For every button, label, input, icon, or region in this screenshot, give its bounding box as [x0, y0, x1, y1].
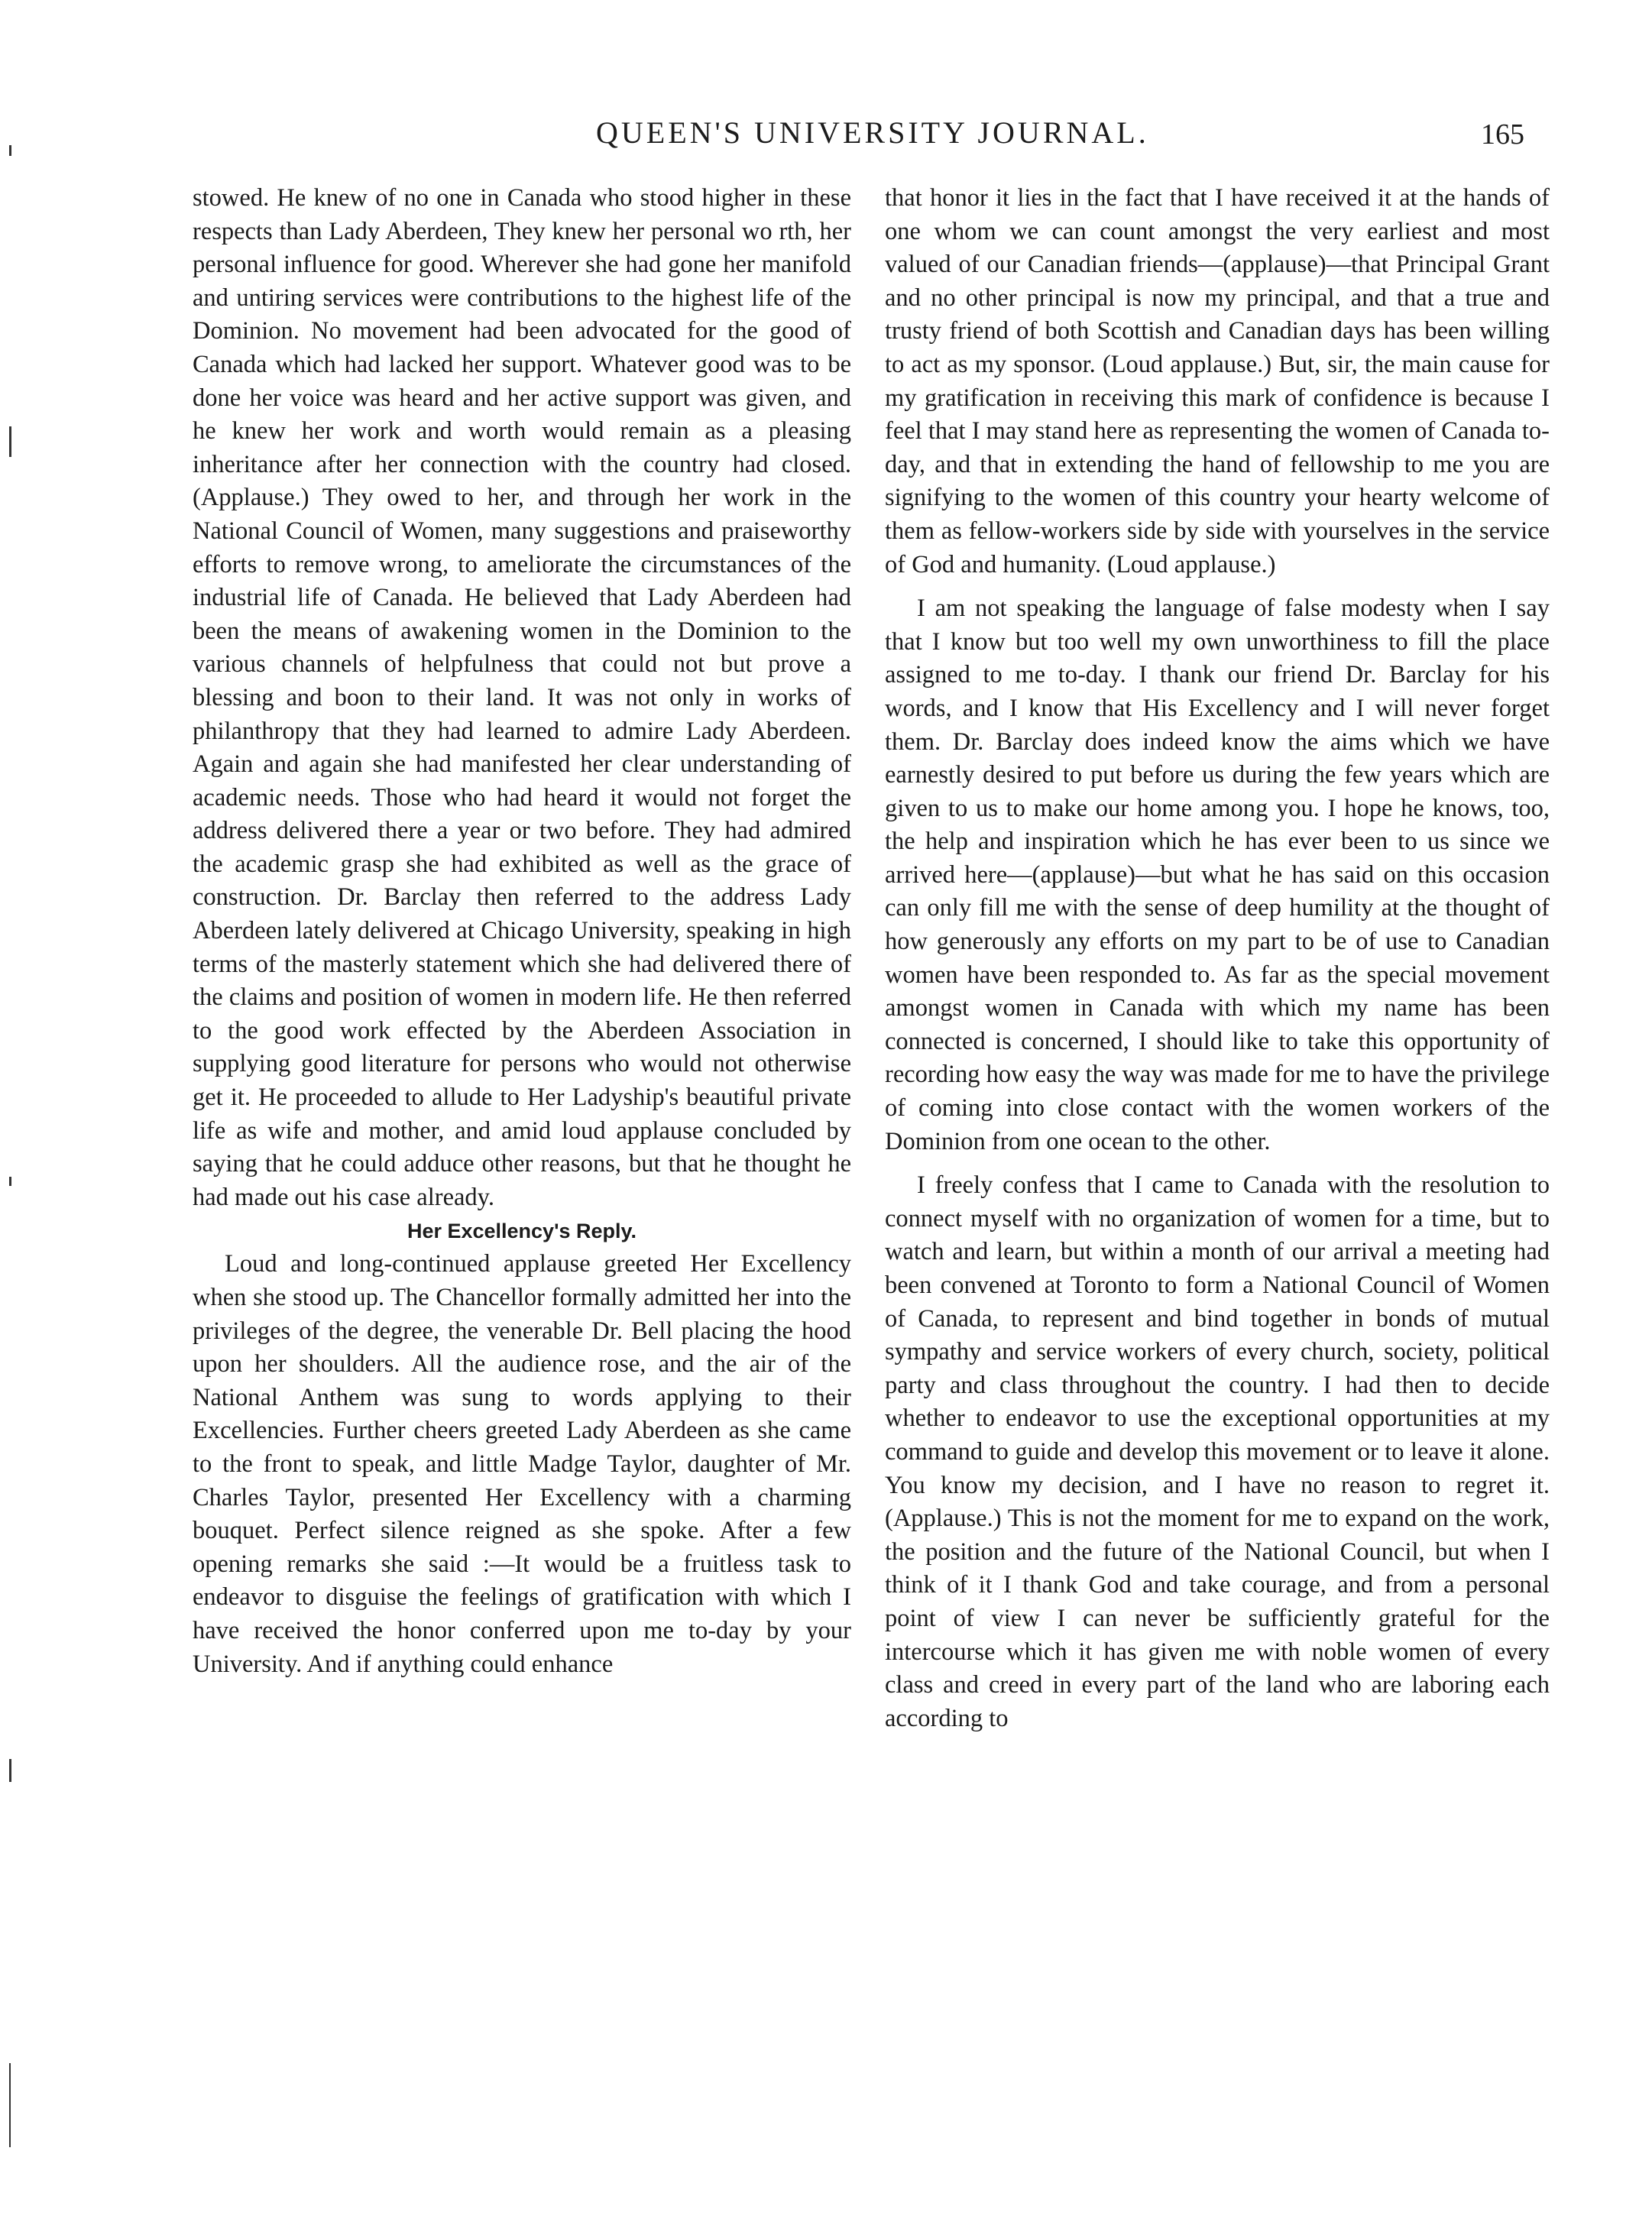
body-paragraph: I am not speaking the language of false modesty when I say that I know but too well my own unworthiness to fill the place assigned to me to-day. I thank our friend Dr. Barclay for his words, and I know that His Excellency and I will never forget them. Dr. Barclay does indeed know the aims which we have earnestly desired to put before us during the few years which are given to us to make our home among you. I hope he knows, too, the help and inspiration which he has ever been to us since we arrived here—(applause)—but what he has said on this occasion can only fill me with the sense of deep humility at the thought of how generously any efforts on my part to be of use to Canadian women have been responded to. As far as the special movement amongst women in Canada with which my name has been connected is concerned, I should like to take this opportunity of recording how easy the way was made for me to have the privilege of coming into close contact with the women workers of the Dominion from one ocean to the other.: [885, 594, 1550, 1155]
left-column: [193, 182, 851, 1681]
margin-mark: [9, 1177, 11, 1186]
body-paragraph: that honor it lies in the fact that I have received it at the hands of one whom we can count amongst the very earliest and most valued of our Canadian friends—(applause)—that Principal Grant and no other principal is now my principal, and that a true and trusty friend of both Scottish and Canadian days has been willing to act as my sponsor. (Loud applause.) But, sir, the main cause for my gratification in receiving this mark of confidence is because I feel that I may stand here as representing the women of Canada to-day, and that in extending the hand of fellowship to me you are signifying to the women of this country your hearty welcome of them as fellow-workers side by side with yourselves in the service of God and humanity. (Loud applause.): [885, 184, 1550, 578]
margin-mark: [9, 1759, 11, 1782]
running-head: [0, 115, 1652, 160]
margin-mark: [9, 426, 11, 457]
body-paragraph: Loud and long-continued applause greeted Her Excellency when she stood up. The Chancellor formally admitted her into the privileges of the degree, the venerable Dr. Bell placing the hood upon her shoulders. All the audience rose, and the air of the National Anthem was sung to words applying to their Excellencies. Further cheers greeted Lady Aberdeen as she came to the front to speak, and little Madge Taylor, daughter of Mr. Charles Taylor, presented Her Excellency with a charming bouquet. Perfect silence reigned as she spoke. After a few opening remarks she said :—It would be a fruitless task to endeavor to disguise the feelings of gratification with which I have received the honor conferred upon me to-day by your University. And if anything could enhance: [193, 1250, 851, 1678]
section-subheading: Her Excellency's Reply.: [407, 1220, 637, 1243]
right-column: [885, 182, 1550, 1735]
margin-mark: [9, 2063, 11, 2147]
journal-title: QUEEN'S UNIVERSITY JOURNAL.: [596, 115, 1149, 150]
body-paragraph: I freely confess that I came to Canada with the resolution to connect myself with no organization of women for a time, but to watch and learn, but within a month of our arrival a meeting had been convened at Toronto to form a National Council of Women of Canada, to represent and bind together in bonds of mutual sympathy and service workers of every church, society, political party and class throughout the country. I had then to decide whether to endeavor to use the exceptional opportunities at my command to guide and develop this movement or to leave it alone. You know my decision, and I have no reason to regret it. (Applause.) This is not the moment for me to expand on the work, the position and the future of the National Council, but when I think of it I thank God and take courage, and from a personal point of view I can never be sufficiently grateful for the intercourse which it has given me with noble women of every class and creed in every part of the land who are laboring each according to: [885, 1171, 1550, 1732]
body-paragraph: stowed. He knew of no one in Canada who stood higher in these respects than Lady Aberdeen, They knew her personal wo rth, her personal influence for good. Wherever she had gone her manifold and untiring services were contributions to the highest life of the Dominion. No movement had been advocated for the good of Canada which had lacked her support. Whatever good was to be done her voice was heard and her active support was given, and he knew her work and worth would remain as a pleasing inheritance after her connection with the country had closed. (Applause.) They owed to her, and through her work in the National Council of Women, many suggestions and praiseworthy efforts to remove wrong, to ameliorate the circumstances of the industrial life of Canada. He believed that Lady Aberdeen had been the means of awakening women in the Dominion to the various channels of helpfulness that could not but prove a blessing and boon to their land. It was not only in works of philanthropy that they had learned to admire Lady Aberdeen. Again and again she had manifested her clear understanding of academic needs. Those who had heard it would not forget the address delivered there a year or two before. They had admired the academic grasp she had exhibited as well as the grace of construction. Dr. Barclay then referred to the address Lady Aberdeen lately delivered at Chicago University, speaking in high terms of the masterly statement which she had delivered there of the claims and position of women in modern life. He then referred to the good work effected by the Aberdeen Association in supplying good literature for persons who would not otherwise get it. He proceeded to allude to Her Ladyship's beautiful private life as wife and mother, and amid loud applause concluded by saying that he could adduce other reasons, but that he thought he had made out his case already.: [193, 184, 851, 1211]
page-number: 165: [1481, 118, 1524, 151]
